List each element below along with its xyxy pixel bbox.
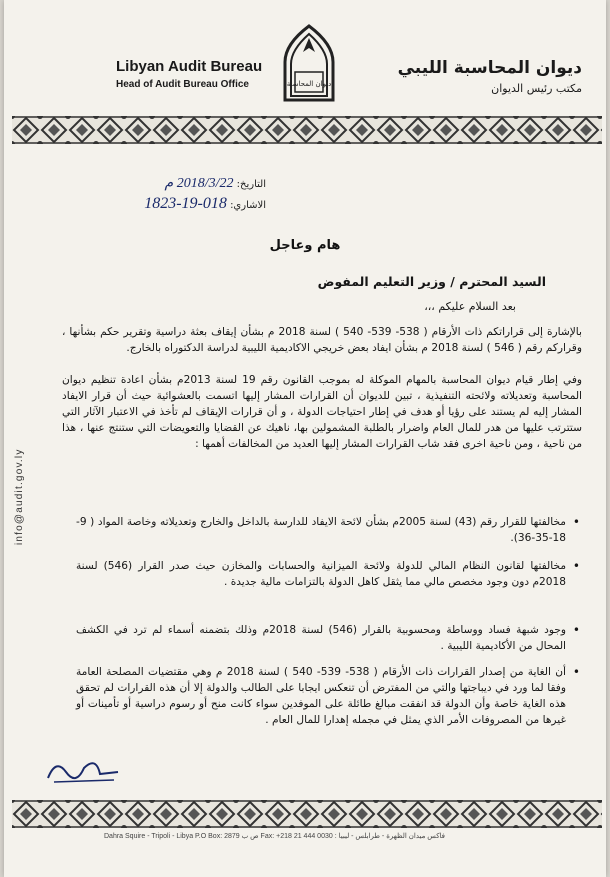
urgent-heading: هام وعاجل — [269, 238, 341, 253]
date-row — [116, 174, 266, 194]
header-english — [116, 58, 262, 90]
audit-bureau-logo — [277, 22, 341, 102]
ref-label: الاشاري: — [230, 200, 266, 211]
office-name-ar: مكتب رئيس الديوان — [491, 82, 582, 95]
side-email: info@audit.gov.ly — [14, 448, 25, 545]
org-name-ar: ديوان المحاسبة الليبي — [397, 58, 582, 78]
footer-address: Dahra Squire - Tripoli - Libya P.O Box: 2879 ص ب Fax: +218 21 444 0030 : فاكس ميدان الظهرة - طرابلس - ليبيا — [104, 833, 446, 840]
org-name-en: Libyan Audit Bureau — [116, 58, 263, 75]
ornamental-band-bottom — [12, 800, 602, 828]
signature-mark — [44, 752, 124, 786]
ref-row — [116, 194, 266, 214]
ref-value: 018-19-1823 — [144, 195, 227, 212]
violation-bullet: • أن الغاية من إصدار القرارات ذات الأرقام ( 538- 539- 540 ) لسنة 2018 م وهي مقتضيات المصلحة العامة وفقا لما ورد في ديباجتها والتي من المفترض أن تنعكس ايجابا على الطالب والدولة إلا أن هذه القرارات لم تحقق هذه الغاية خاصة وأن الدولة قد انفقت مبالغ طائلة على الموفدين سواء كانت منح أو رسوم دراسية أو تأمينات أو غيرها من المصروفات الأمر الذي يمثل في مجمله إهدارا للمال العام . — [76, 664, 566, 728]
date-label: التاريخ: — [236, 179, 266, 190]
greeting: بعد السلام عليكم ،،، — [424, 300, 516, 313]
date-ref-block — [116, 174, 266, 214]
ornamental-band-top — [12, 116, 602, 144]
date-value: 2018/3/22 م — [164, 176, 234, 191]
header-arabic — [398, 58, 582, 95]
paragraph-1: بالإشارة إلى قراراتكم ذات الأرقام ( 538- 539- 540 ) لسنة 2018 م بشأن إيقاف بعثة دراسية وتقرير حكم بشأنها ، وقراركم رقم ( 546 ) لسنة 2018 م بشأن ايفاد بعض خريجي الاكاديمية الليبية لدراسة الدكتوراه بالخارج. — [62, 326, 582, 354]
logo-text: ديوان المحاسبة — [286, 80, 332, 88]
office-name-en: Head of Audit Bureau Office — [116, 79, 249, 90]
paragraph-2: وفي إطار قيام ديوان المحاسبة بالمهام الموكلة له بموجب القانون رقم 19 لسنة 2013م بشأن اعادة تنظيم ديوان المحاسبة وتعديلاته ولائحته التنفيذية ، تبين للديوان أن القرارات المشار إليها اتسمت بالعشوائية حيث أن قرار الايفاد المشار إليه لم يستند على رؤيا أو هدف في إطار احتياجات الدولة ، و أن قرارات الإيقاف لم تأخذ في الاعتبار الآثار التي ستترتب عليها من هدر للمال العام واضرار بالطلبة المشمولين بها، ناهيك عن القضايا والتعويضات التي ستنتج عنها ، هذا من ناحية ، ومن ناحية اخرى فقد شاب القرارات المشار إليها العديد من المخالفات أهمها : — [62, 374, 582, 450]
letter-page — [4, 0, 606, 877]
violation-bullet: • وجود شبهة فساد ووساطة ومحسوبية بالقرار (546) لسنة 2018م وذلك بتضمنه أسماء لم ترد في الكشف المحال من الأكاديمية الليبية . — [76, 622, 566, 654]
violation-bullet: • مخالفتها لقانون النظام المالي للدولة ولائحة الميزانية والحسابات والمخازن حيث صدر القرار (546) لسنة 2018م دون وجود مخصص مالي مما يثقل كاهل الدولة بالتزامات مالية جديدة . — [76, 558, 566, 590]
addressee: السيد المحترم / وزير التعليم المفوض — [317, 274, 546, 289]
violation-bullet: • مخالفتها للقرار رقم (43) لسنة 2005م بشأن لائحة الايفاد للدارسة بالداخل والخارج وتعديلاته وخاصة المواد ( 9-18-35-36). — [76, 514, 566, 546]
